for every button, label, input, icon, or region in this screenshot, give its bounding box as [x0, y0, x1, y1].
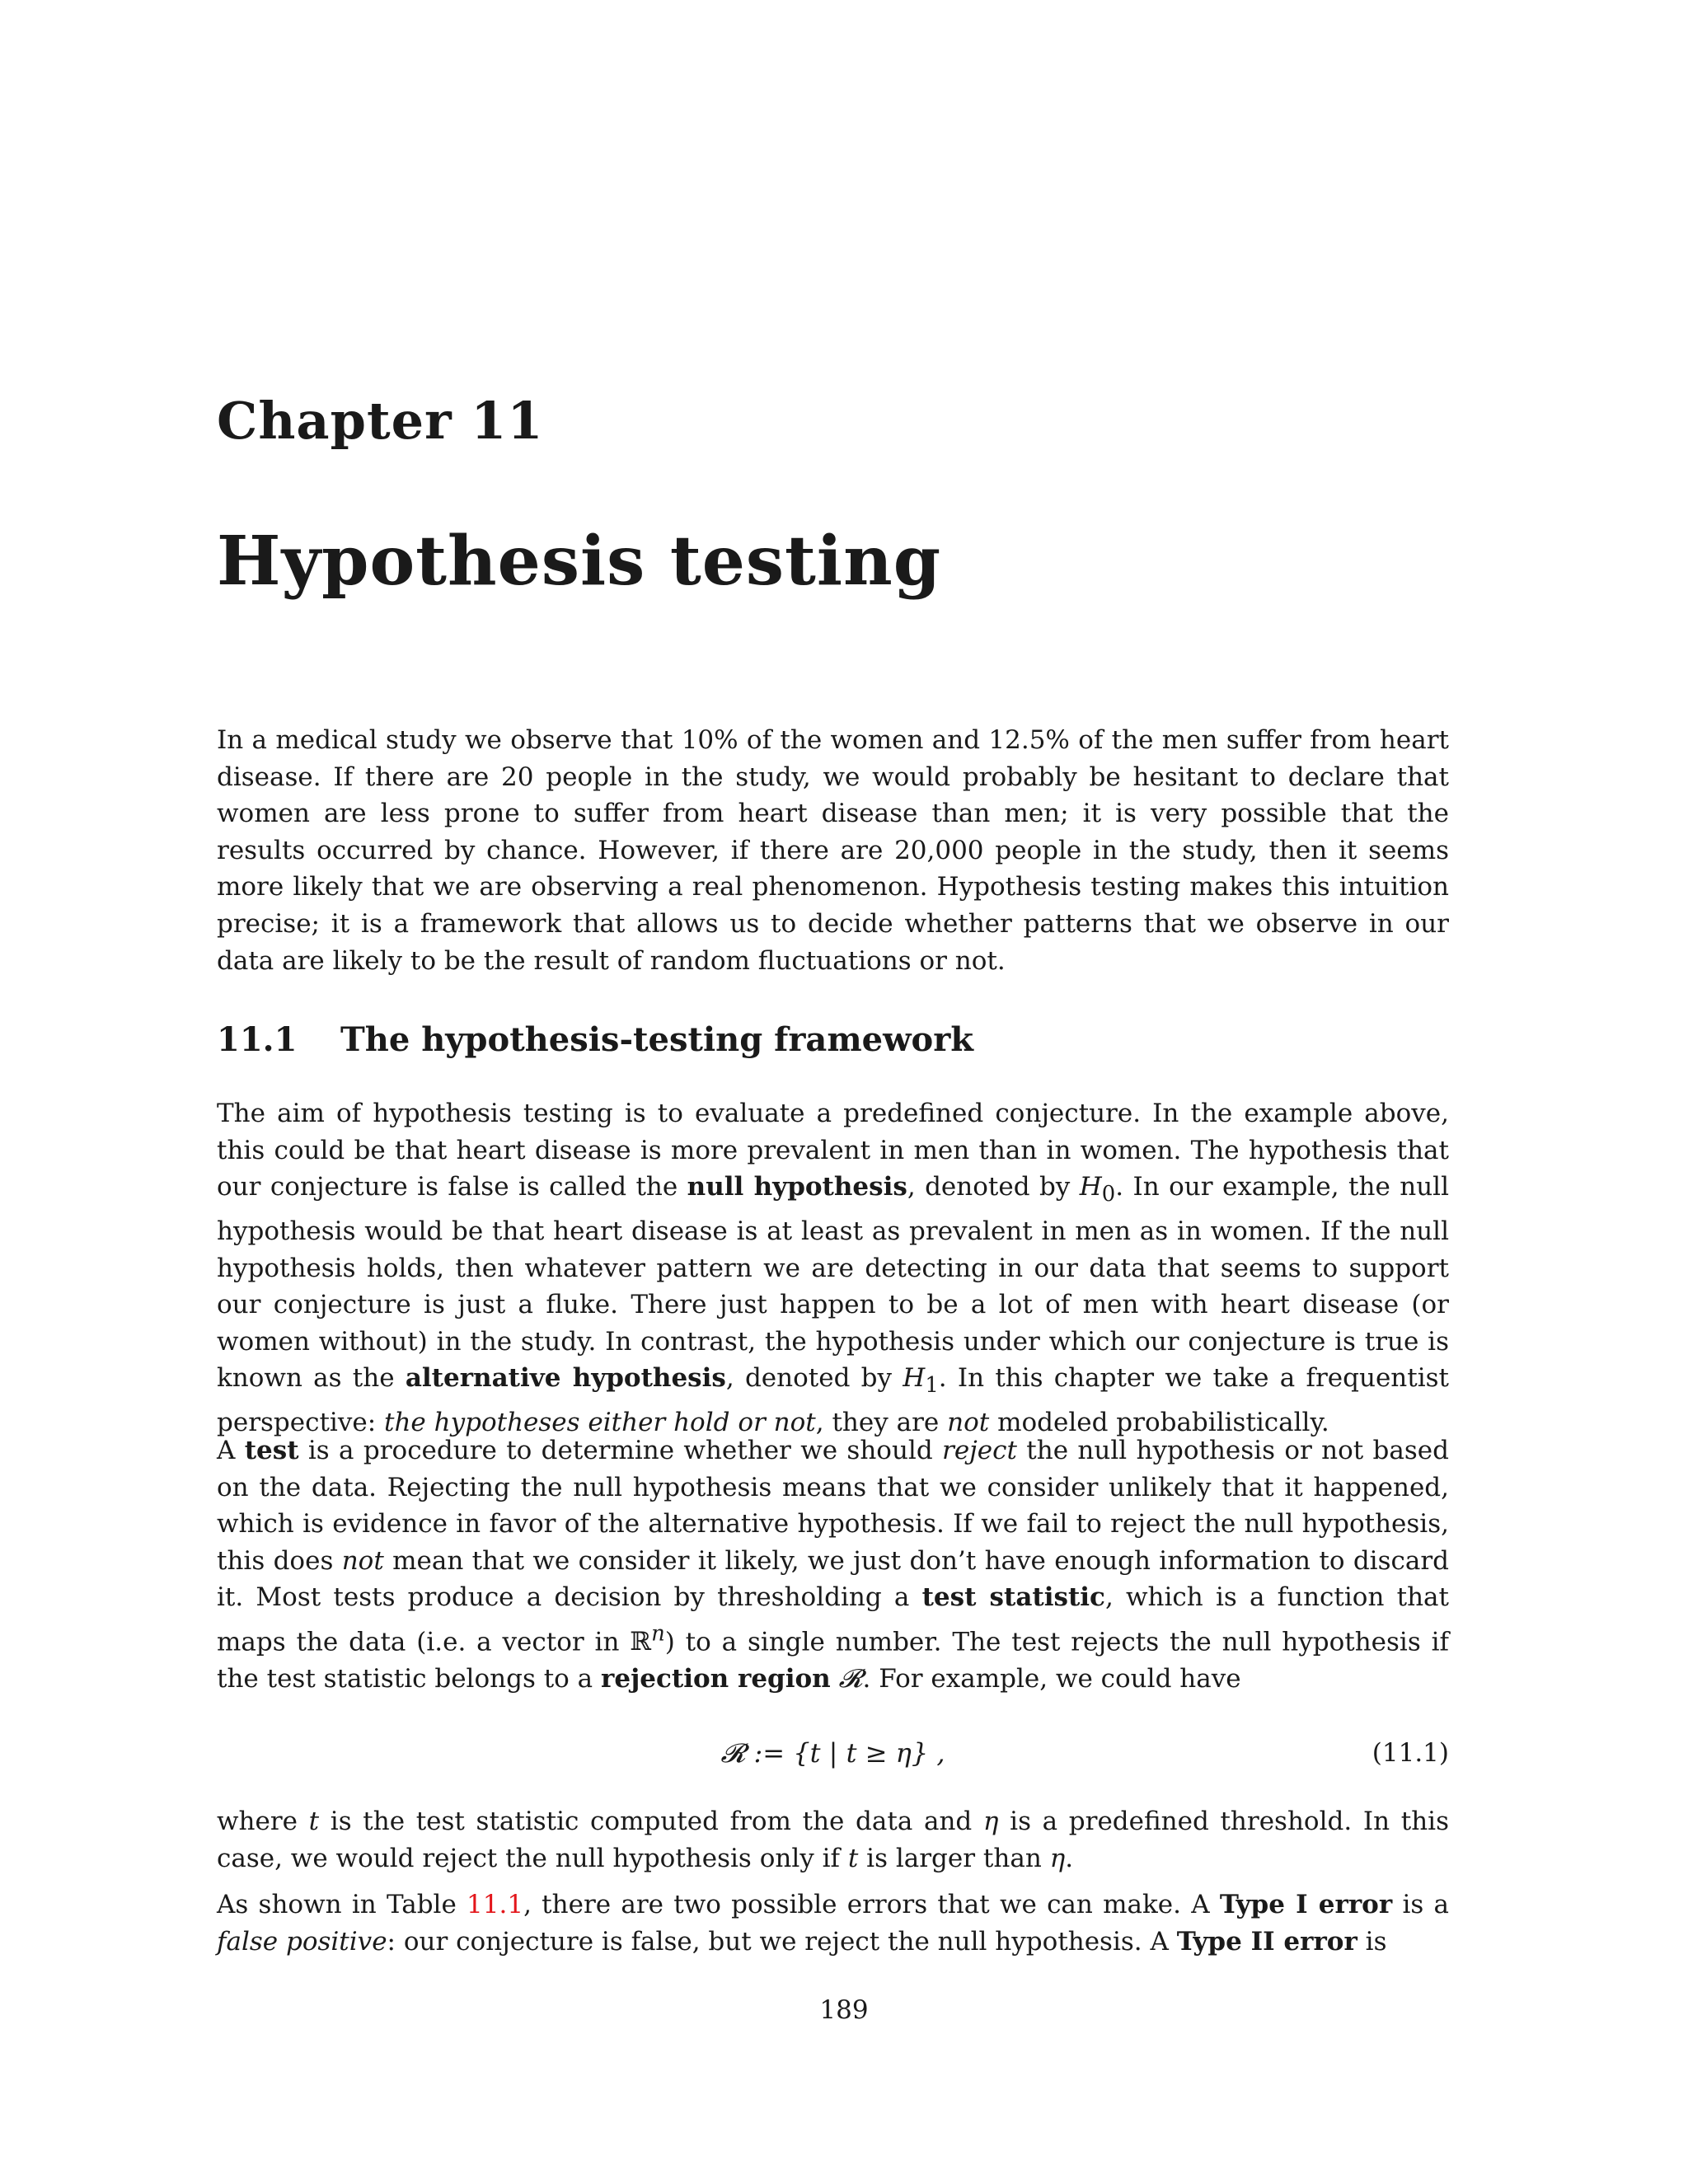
- text-run: The aim of hypothesis testing is to evaluate a predefined conjecture. In the example above, this could be that heart disease is more prevalent in men than in women. The hypothesis that our conjecture is false is called the: [217, 1099, 1449, 1202]
- term-alternative-hypothesis: alternative hypothesis: [405, 1363, 726, 1394]
- text-run: , denoted by: [907, 1172, 1080, 1202]
- term-null-hypothesis: null hypothesis: [687, 1172, 907, 1202]
- math-eta: η: [1049, 1843, 1066, 1873]
- section-number: 11.1: [217, 1020, 298, 1059]
- text-run: modeled probabilistically.: [989, 1408, 1329, 1438]
- text-run: where: [217, 1807, 309, 1836]
- body-paragraph-block-2: [217, 1432, 1449, 1697]
- intro-paragraph: In a medical study we observe that 10% of the women and 12.5% of the men suffer from heart disease. If there are 20 people in the study, we would probably be hesitant to declare that women are less prone to suffer from heart disease than men; it is very possible that the results occurred by chance. However, if there are 20,000 people in the study, then it seems more likely that we are observing a real phenomenon. Hypothesis testing makes this intuition precise; it is a framework that allows us to decide whether patterns that we observe in our data are likely to be the result of random fluctuations or not.: [217, 725, 1449, 976]
- text-run: is: [1357, 1926, 1387, 1957]
- paragraph-null-hypothesis: [217, 1095, 1449, 1441]
- body-paragraph-block-3: [217, 1803, 1449, 1877]
- math-rejection-region-symbol: 𝓡: [838, 1663, 863, 1694]
- text-run: the null hypothesis or not based on the data. Rejecting the null hypothesis means that we consider unlikely that it happened, which is evidence in favor of the alternative hypothesis. If we fail to reject the null hypothesis, this does: [217, 1436, 1449, 1576]
- term-type-ii-error: Type II error: [1176, 1926, 1357, 1957]
- text-run: is a procedure to determine whether we should: [298, 1436, 943, 1465]
- chapter-label: Chapter 11: [217, 391, 544, 451]
- paragraph-errors: [217, 1886, 1449, 1960]
- body-paragraph-block-4: [217, 1886, 1449, 1960]
- text-run: is larger than: [858, 1843, 1050, 1873]
- emphasis-text: not: [341, 1545, 384, 1576]
- text-run: is a predefined threshold. In this case, we would reject the null hypothesis only if: [217, 1807, 1449, 1873]
- text-run: is a: [1392, 1890, 1449, 1919]
- intro-paragraph-block: [217, 722, 1449, 979]
- section-heading: [217, 1020, 974, 1059]
- math-symbol: H: [1079, 1172, 1102, 1202]
- text-run: , which is a function that maps the data (i.e. a vector in: [217, 1582, 1449, 1657]
- table-reference-link[interactable]: 11.1: [467, 1890, 524, 1919]
- math-subscript: 1: [925, 1373, 939, 1399]
- text-run: . In this chapter we take a frequentist perspective:: [217, 1363, 1449, 1438]
- text-run: ) to a single number. The test rejects the null hypothesis if the test statistic belongs to a: [217, 1627, 1449, 1694]
- paragraph-threshold: [217, 1803, 1449, 1877]
- math-superscript: n: [651, 1621, 665, 1647]
- text-run: As shown in Table: [217, 1890, 467, 1919]
- text-run: , there are two possible errors that we can make. A: [523, 1890, 1220, 1919]
- math-h1: [903, 1363, 939, 1399]
- math-h0: [1079, 1172, 1116, 1207]
- emphasis-text: not: [947, 1408, 990, 1438]
- emphasis-text: the hypotheses either hold or not: [384, 1408, 816, 1438]
- term-test-statistic: test statistic: [921, 1582, 1105, 1613]
- math-symbol: ℝ: [630, 1627, 652, 1657]
- text-run: , they are: [815, 1408, 948, 1438]
- term-test: test: [244, 1436, 299, 1465]
- math-eta: η: [982, 1807, 999, 1836]
- term-type-i-error: Type I error: [1219, 1890, 1393, 1919]
- page-number: 189: [819, 1995, 869, 2025]
- body-paragraph-block-1: [217, 1095, 1449, 1441]
- equation-row: [217, 1732, 1449, 1774]
- text-run: : our conjecture is false, but we reject the null hypothesis. A: [387, 1926, 1177, 1957]
- text-run: .: [1065, 1843, 1074, 1873]
- math-t: t: [308, 1807, 320, 1836]
- text-run: A: [217, 1436, 245, 1465]
- math-t: t: [847, 1843, 859, 1873]
- chapter-title: Hypothesis testing: [217, 522, 942, 601]
- section-title: The hypothesis-testing framework: [340, 1020, 974, 1059]
- text-run: [831, 1664, 839, 1694]
- math-rn: [630, 1621, 665, 1657]
- text-run: is the test statistic computed from the data and: [319, 1807, 983, 1836]
- text-run: . In our example, the null hypothesis would be that heart disease is at least as prevalent in men as in women. If the null hypothesis holds, then whatever pattern we are detecting in our data that seems to support our conjecture is just a fluke. There just happen to be a lot of men with heart disease (or women without) in the study. In contrast, the hypothesis under which our conjecture is true is known as the: [217, 1172, 1449, 1394]
- text-run: . For example, we could have: [862, 1663, 1241, 1694]
- emphasis-text: false positive: [217, 1926, 387, 1957]
- emphasis-text: reject: [942, 1436, 1017, 1465]
- math-symbol: H: [903, 1363, 926, 1394]
- text-run: mean that we consider it likely, we just don’t have enough information to discard it. Most tests produce a decision by thresholding a: [217, 1545, 1449, 1613]
- equation-number: (11.1): [1372, 1738, 1449, 1768]
- term-rejection-region: rejection region: [601, 1663, 831, 1694]
- paragraph-test: [217, 1432, 1449, 1697]
- math-subscript: 0: [1101, 1182, 1116, 1207]
- equation-rejection-region: 𝓡 := {t | t ≥ η} ,: [720, 1737, 945, 1769]
- text-run: , denoted by: [725, 1363, 903, 1394]
